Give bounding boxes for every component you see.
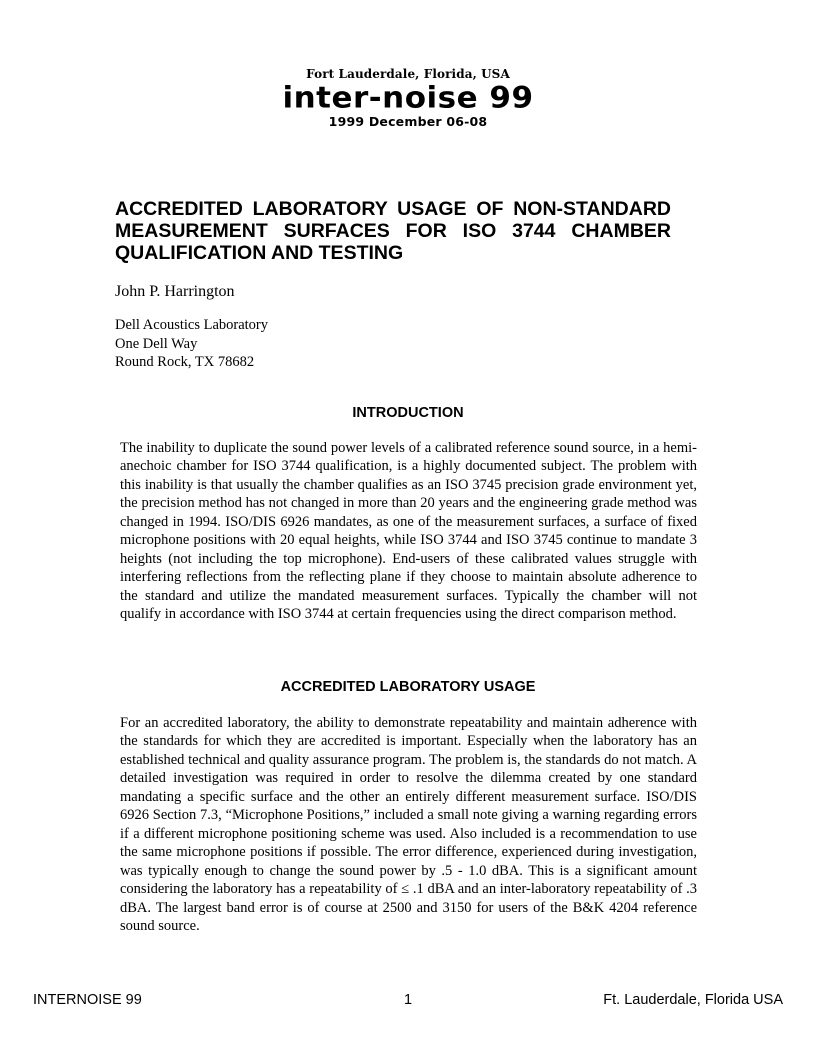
affiliation-line: Dell Acoustics Laboratory xyxy=(115,317,269,333)
conference-header xyxy=(0,66,816,130)
section-heading-accredited-laboratory-usage: ACCREDITED LABORATORY USAGE xyxy=(280,679,536,695)
section-heading-introduction: INTRODUCTION xyxy=(352,405,464,421)
footer-location: Ft. Lauderdale, Florida USA xyxy=(603,992,783,1008)
affiliation-line: One Dell Way xyxy=(115,335,198,352)
author-affiliation xyxy=(115,316,268,372)
affiliation-line: Round Rock, TX 78682 xyxy=(115,354,255,370)
conference-location: Fort Lauderdale, Florida, USA xyxy=(306,67,510,81)
page-number: 1 xyxy=(403,992,413,1008)
section-body-introduction: The inability to duplicate the sound power levels of a calibrated reference sound source, in a hemi-anechoic chamber for ISO 3744 qualification, is a highly documented subject. The problem with this inability is that usually the chamber qualifies as an ISO 3745 precision grade environment yet, the precision method has not changed in more than 20 years and the engineering grade method was changed in 1994. ISO/DIS 6926 mandates, as one of the measurement surfaces, a surface of fixed microphone positions with 20 equal heights, while ISO 3744 and ISO 3745 continue to mandate 3 heights (not including the top microphone). End-users of these calibrated values struggle with interfering reflections from the reflecting plane if they choose to maintain absolute adherence to the standard and utilize the mandated measurement surfaces. Typically the chamber will not qualify in accordance with ISO 3744 at certain frequencies using the direct comparison method. xyxy=(120,440,697,623)
conference-logo: inter-noise 99 xyxy=(282,80,534,116)
conference-dates: 1999 December 06-08 xyxy=(328,114,488,129)
section-body-accredited-laboratory-usage: For an accredited laboratory, the ability to demonstrate repeatability and maintain adherence with the standards for which they are accredited is important. Especially when the laboratory has an established technical and quality assurance program. The problem is, the standards do not match. A detailed investigation was required in order to resolve the dilemma created by one standard mandating a specific surface and the other an entirely different measurement surface. ISO/DIS 6926 Section 7.3, “Microphone Positions,” included a small note giving a warning regarding errors if a different microphone positioning scheme was used. Also included is a recommendation to use the same microphone positions if possible. The error difference, experienced during investigation, was typically enough to change the sound power by .5 - 1.0 dBA. This is a significant amount considering the laboratory has a repeatability of ≤ .1 dBA and an inter-laboratory repeatability of .3 dBA. The largest band error is of course at 2500 and 3150 for users of the B&K 4204 reference sound source. xyxy=(120,715,697,934)
author-name: John P. Harrington xyxy=(115,283,235,300)
footer-conference: INTERNOISE 99 xyxy=(33,992,142,1008)
page-footer xyxy=(0,990,816,1010)
paper-title: ACCREDITED LABORATORY USAGE OF NON-STANDARD MEASUREMENT SURFACES FOR ISO 3744 CHAMBER QUALIFICATION AND TESTING xyxy=(115,198,671,264)
